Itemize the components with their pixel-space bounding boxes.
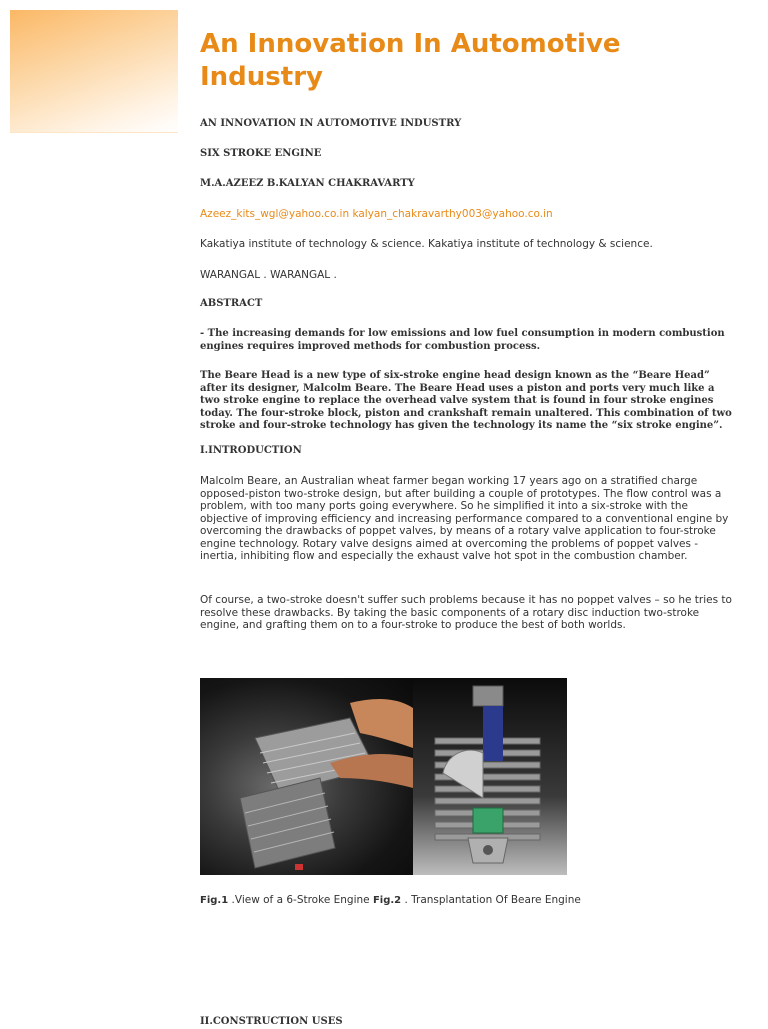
authors: M.A.AZEEZ B.KALYAN CHAKRAVARTY [200, 178, 415, 189]
figures [200, 678, 570, 875]
decorative-corner-gradient [10, 10, 178, 132]
fig1-caption-text: .View of a 6-Stroke Engine [228, 894, 373, 906]
institute: Kakatiya institute of technology & science. Kakatiya institute of technology & science. [200, 238, 653, 250]
abstract-paragraph-1: - The increasing demands for low emissions and low fuel consumption in modern combustion engines requires improved methods for combustion process. [200, 328, 725, 352]
figure-caption [200, 894, 735, 908]
abstract-paragraph-2: The Beare Head is a new type of six-stroke engine head design known as the “Beare Head” after its designer, Malcolm Beare. The Beare Head uses a piston and ports very much like a two stroke engine to replace the overhead valve system that is found in four stroke engines today. The four-stroke block, piston and crankshaft remain unaltered. This combination of two stroke and four-stroke technology has given the technology its name the “six stroke engine”. [200, 370, 732, 431]
document-title: An Innovation In Automotive Industry [200, 29, 621, 92]
author-emails[interactable]: Azeez_kits_wgl@yahoo.co.in kalyan_chakravarthy003@yahoo.co.in [200, 208, 553, 220]
introduction-paragraph-2: Of course, a two-stroke doesn't suffer such problems because it has no poppet valves – so he tries to resolve these drawbacks. By taking the basic components of a rotary disc induction two-stroke engine, and grafting them on to a four-stroke to produce the best of both worlds. [200, 594, 732, 631]
city: WARANGAL . WARANGAL . [200, 269, 337, 281]
figure-engine-photo [200, 678, 413, 875]
fig1-label: Fig.1 [200, 895, 229, 906]
abstract-heading: ABSTRACT [200, 298, 263, 309]
heading-six-stroke: SIX STROKE ENGINE [200, 148, 322, 159]
section-2-heading: II.CONSTRUCTION USES [200, 1016, 343, 1027]
introduction-paragraph-1: Malcolm Beare, an Australian wheat farmer began working 17 years ago on a stratified charge opposed-piston two-stroke design, but after building a couple of prototypes. The flow control was a problem, with too many ports going everywhere. So he simplified it into a six-stroke with the objective of improving efficiency and increasing performance compared to a conventional engine by overcoming the drawbacks of poppet valves, by means of a rotary valve application to four-stroke engine technology. Rotary valve designs aimed at overcoming the problems of poppet valves - inertia, inhibiting flow and especially the exhaust valve hot spot in the combustion chamber. [200, 475, 729, 562]
fig2-label: Fig.2 [372, 895, 402, 906]
heading-main: AN INNOVATION IN AUTOMOTIVE INDUSTRY [200, 118, 462, 129]
introduction-heading: I.INTRODUCTION [200, 445, 302, 456]
fig2-caption-text: . Transplantation Of Beare Engine [401, 894, 581, 906]
decorative-divider [10, 132, 178, 133]
document-body [200, 28, 735, 1027]
figure-engine-cutaway [413, 678, 567, 875]
